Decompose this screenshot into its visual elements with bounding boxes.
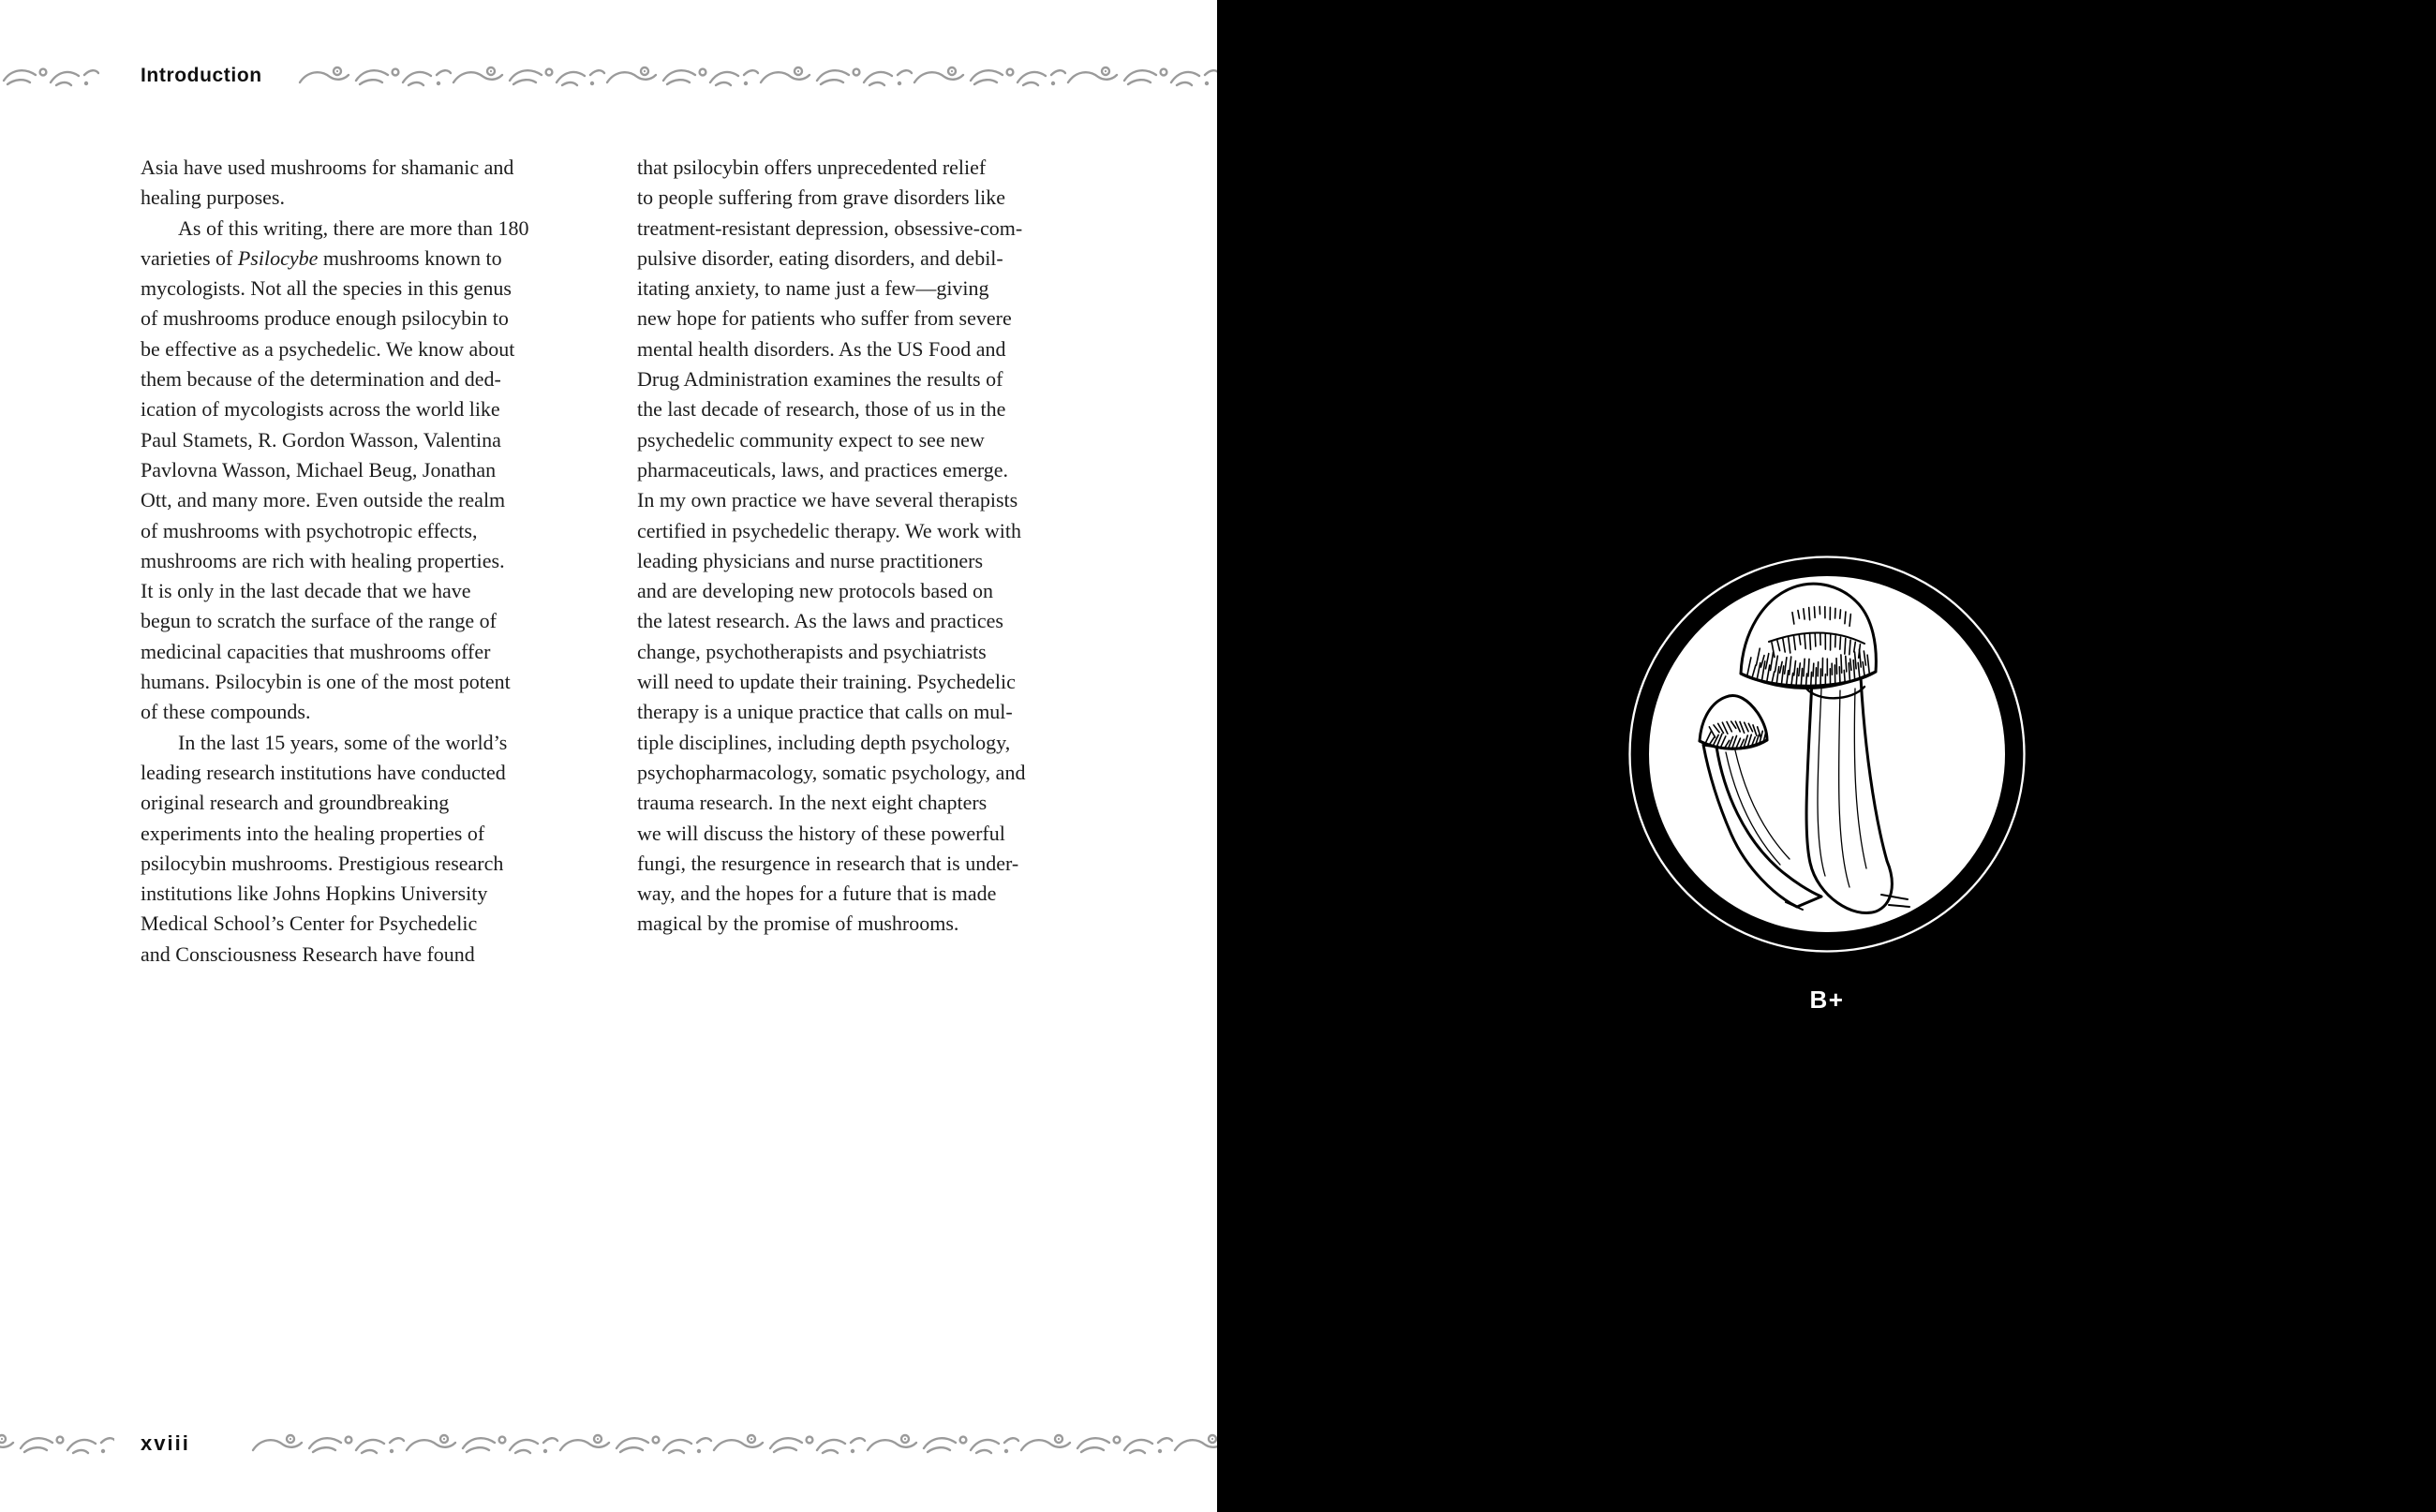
text-line: new hope for patients who suffer from severe [637,306,1012,331]
left-page [0,0,1217,1512]
text-line: leading physicians and nurse practitioners [637,548,984,572]
text-line: mental health disorders. As the US Food and [637,336,1006,361]
right-page [1217,0,2436,1512]
illustration-caption: B+ [1809,986,1845,1014]
text-line: of mushrooms with psychotropic effects, [141,518,478,542]
text-line: psychedelic community expect to see new [637,427,985,452]
text-line: will need to update their training. Psychedelic [637,670,1016,694]
text-line: therapy is a unique practice that calls on mul- [637,700,1013,724]
text-line: them because of the determination and ded- [141,367,501,392]
text-line: itating anxiety, to name just a few—giving [637,276,989,301]
text-line: It is only in the last decade that we have [141,579,471,603]
text-line: leading research institutions have conducted [141,760,506,784]
text-line: In my own practice we have several therapists [637,488,1018,512]
text-line: Asia have used mushrooms for shamanic and [141,156,514,179]
text-line: begun to scratch the surface of the range of [141,609,497,633]
text-line: pharmaceuticals, laws, and practices emerge. [637,457,1009,482]
text-line: we will discuss the history of these powerful [637,821,1005,845]
text-line: psychopharmacology, somatic psychology, and [637,760,1026,784]
text-line: Ott, and many more. Even outside the realm [141,488,506,512]
text-line: of these compounds. [141,700,311,724]
text-line: humans. Psilocybin is one of the most potent [141,670,511,694]
text-line: trauma research. In the next eight chapters [637,791,988,815]
text-line: and Consciousness Research have found [141,941,475,966]
ornament-border-icon [0,64,99,88]
text-line: healing purposes. [141,185,285,210]
text-line: original research and groundbreaking [141,791,450,815]
text-line: In the last 15 years, some of the world’s [178,730,508,754]
text-line: As of this writing, there are more than 180 [178,215,529,240]
text-line: certified in psychedelic therapy. We work with [637,518,1021,542]
ornament-border-icon [298,64,1217,88]
ornament-border-icon [0,1431,114,1456]
text-line: be effective as a psychedelic. We know about [141,336,515,361]
text-line: experiments into the healing properties of [141,821,485,845]
text-line: Drug Administration examines the results of [637,367,1003,392]
page-header [0,60,1217,92]
text-line: to people suffering from grave disorders like [637,185,1006,210]
text-line: the last decade of research, those of us in the [637,397,1006,422]
text-line: treatment-resistant depression, obsessive-com- [637,215,1023,240]
text-line: Paul Stamets, R. Gordon Wasson, Valentina [141,427,501,452]
text-line: Pavlovna Wasson, Michael Beug, Jonathan [141,457,497,482]
text-line: ication of mycologists across the world like [141,397,500,422]
text-line: that psilocybin offers unprecedented relief [637,156,987,179]
text-line: mycologists. Not all the species in this genus [141,276,512,301]
mushroom-illustration [1602,529,2052,979]
mushroom-medallion [1602,529,2052,979]
text-line: medicinal capacities that mushrooms offer [141,639,491,663]
text-line: tiple disciplines, including depth psychology, [637,730,1011,754]
text-column-right [637,153,1025,940]
page-title: Introduction [141,65,262,86]
text-line: pulsive disorder, eating disorders, and debil- [637,245,1003,270]
text-line: mushrooms are rich with healing properties. [141,548,505,572]
text-column-left [141,153,529,970]
text-line: magical by the promise of mushrooms. [637,912,959,936]
page-number: xviii [141,1431,190,1455]
text-line: institutions like Johns Hopkins University [141,882,488,906]
text-line: way, and the hopes for a future that is made [637,882,997,906]
text-line: and are developing new protocols based on [637,579,993,603]
page-footer [0,1428,1217,1460]
ornament-border-icon [251,1431,1217,1456]
text-line: varieties of Psilocybe mushrooms known to [141,245,502,270]
text-line: the latest research. As the laws and practices [637,609,1003,633]
text-line: change, psychotherapists and psychiatrists [637,639,987,663]
text-line: psilocybin mushrooms. Prestigious research [141,851,504,875]
text-line: fungi, the resurgence in research that is under- [637,851,1019,875]
text-line: Medical School’s Center for Psychedelic [141,912,478,936]
text-line: of mushrooms produce enough psilocybin to [141,306,509,331]
